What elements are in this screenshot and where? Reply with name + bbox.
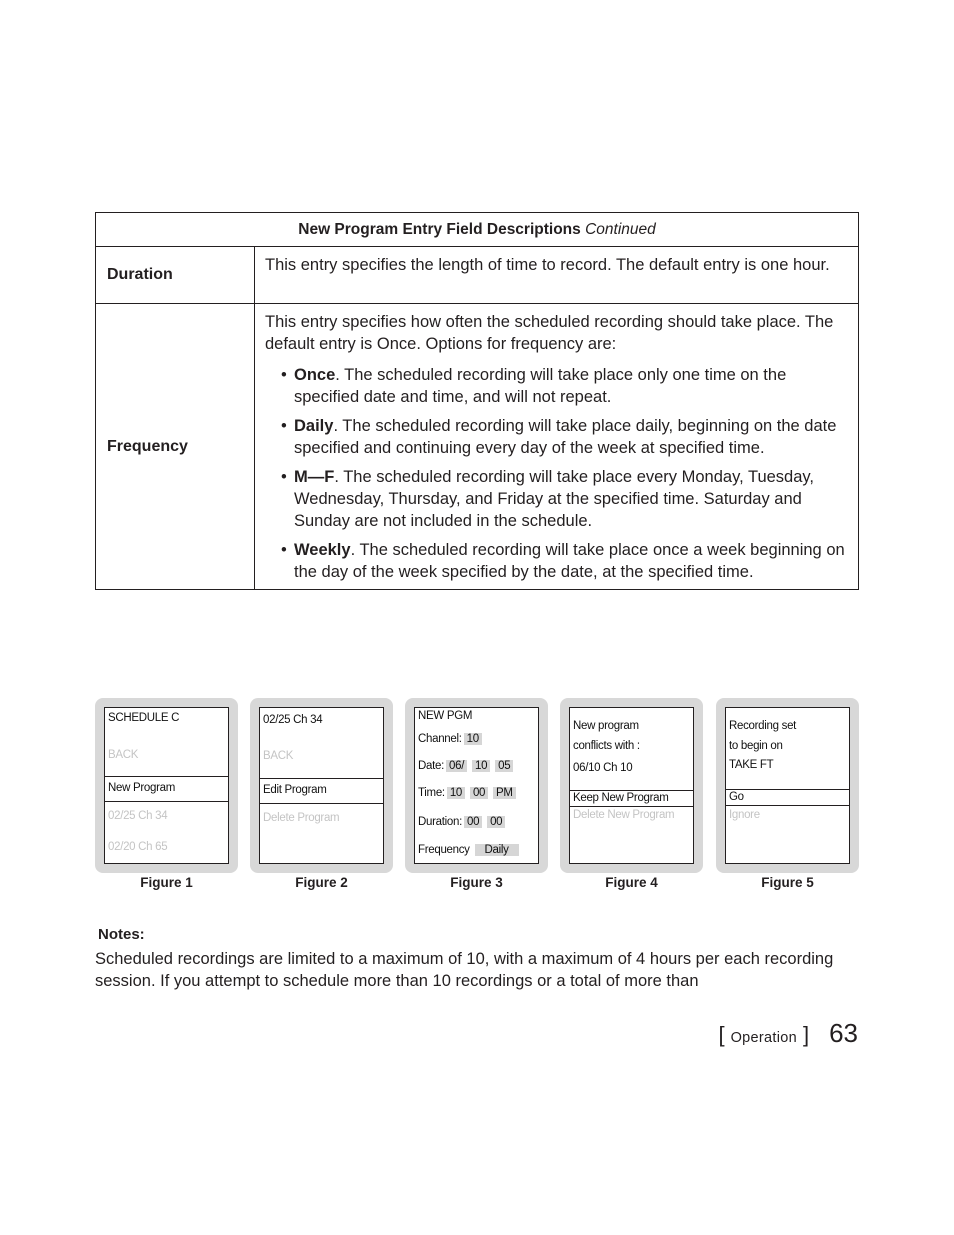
screen-title: SCHEDULE C bbox=[108, 712, 180, 724]
device-frame bbox=[560, 698, 703, 873]
footer-section-name: Operation bbox=[730, 1030, 797, 1046]
desc-weekly: . The scheduled recording will take place once a week beginning on the day of the week specified by the date, at the specified time. bbox=[294, 541, 845, 581]
list-item-once: • Once. The scheduled recording will take place only one time on the specified date and time, and will not repeat. bbox=[281, 366, 787, 406]
duration-minute-field[interactable]: 00 bbox=[487, 816, 505, 828]
menu-item-ignore[interactable]: Ignore bbox=[729, 809, 760, 821]
figure-3 bbox=[405, 698, 548, 890]
term-mf: M—F bbox=[294, 468, 335, 486]
channel-field[interactable]: 10 bbox=[464, 733, 482, 745]
frequency-field[interactable]: Daily bbox=[475, 844, 519, 856]
desc-once: . The scheduled recording will take place only one time on the specified date and time, and will not repeat. bbox=[294, 366, 787, 406]
footer-bracket-close: ] bbox=[802, 1022, 810, 1047]
page-number: 63 bbox=[829, 1018, 858, 1048]
term-once: Once bbox=[294, 366, 336, 384]
figure-4 bbox=[560, 698, 703, 890]
figure-caption: Figure 3 bbox=[450, 875, 503, 890]
duration-hour-field[interactable]: 00 bbox=[464, 816, 482, 828]
figure-caption: Figure 5 bbox=[761, 875, 814, 890]
device-frame bbox=[95, 698, 238, 873]
frequency-intro: This entry specifies how often the scheduled recording should take place. The default entry is Once. Options for frequency are: bbox=[265, 313, 834, 353]
term-daily: Daily bbox=[294, 417, 334, 435]
menu-item-back[interactable]: BACK bbox=[108, 749, 139, 761]
desc-mf: . The scheduled recording will take place every Monday, Tuesday, Wednesday, Thursday, and Friday at the specified time. Saturday and Sunday are not included in the schedule. bbox=[294, 468, 815, 530]
date-day-field[interactable]: 10 bbox=[472, 760, 490, 772]
term-weekly: Weekly bbox=[294, 541, 351, 559]
desc-daily: . The scheduled recording will take place daily, beginning on the date specified and continuing every day of the week at specified time. bbox=[294, 417, 837, 457]
menu-item-selected[interactable] bbox=[726, 789, 849, 806]
device-screen bbox=[569, 707, 694, 864]
channel-label: Channel: bbox=[418, 733, 462, 745]
menu-item-back[interactable]: BACK bbox=[263, 750, 294, 762]
list-item-weekly: • Weekly. The scheduled recording will take place once a week beginning on the day of the week specified by the date, at the specified time. bbox=[281, 541, 845, 581]
screen-title: NEW PGM bbox=[418, 710, 473, 722]
figure-caption: Figure 2 bbox=[295, 875, 348, 890]
list-item-daily: • Daily. The scheduled recording will take place daily, beginning on the date specified and continuing every day of the week at specified time. bbox=[281, 417, 837, 457]
menu-item-selected[interactable] bbox=[105, 776, 228, 802]
time-label: Time: bbox=[418, 787, 445, 799]
device-frame bbox=[716, 698, 859, 873]
alert-line-2: to begin on bbox=[729, 740, 783, 752]
menu-item-selected[interactable] bbox=[570, 790, 693, 807]
menu-item-new-program: New Program bbox=[108, 782, 175, 794]
screen-title: 02/25 Ch 34 bbox=[263, 714, 323, 726]
conflict-line-3: 06/10 Ch 10 bbox=[573, 762, 633, 774]
frequency-row bbox=[418, 844, 519, 856]
figure-1 bbox=[95, 698, 238, 890]
duration-row bbox=[418, 816, 505, 828]
figure-caption: Figure 1 bbox=[140, 875, 193, 890]
date-month-field[interactable]: 06/ bbox=[446, 760, 467, 772]
menu-item-recording-1[interactable]: 02/25 Ch 34 bbox=[108, 810, 168, 822]
conflict-line-2: conflicts with : bbox=[573, 740, 640, 752]
duration-label: Duration: bbox=[418, 816, 462, 828]
device-screen bbox=[725, 707, 850, 864]
device-screen bbox=[259, 707, 384, 864]
menu-item-keep-new-program: Keep New Program bbox=[573, 792, 669, 804]
page-footer bbox=[718, 1018, 858, 1049]
row-label-duration: Duration bbox=[96, 247, 255, 303]
time-row bbox=[418, 787, 516, 799]
menu-item-go: Go bbox=[729, 791, 744, 803]
time-hour-field[interactable]: 10 bbox=[447, 787, 465, 799]
date-year-field[interactable]: 05 bbox=[495, 760, 513, 772]
figure-5 bbox=[716, 698, 859, 890]
device-frame bbox=[405, 698, 548, 873]
conflict-line-1: New program bbox=[573, 720, 639, 732]
figure-2 bbox=[250, 698, 393, 890]
table-row-duration bbox=[96, 247, 858, 304]
figure-caption: Figure 4 bbox=[605, 875, 658, 890]
alert-line-3: TAKE FT bbox=[729, 759, 774, 771]
notes-heading: Notes: bbox=[98, 926, 145, 943]
menu-item-delete-new-program[interactable]: Delete New Program bbox=[573, 809, 675, 821]
duration-text: This entry specifies the length of time to record. The default entry is one hour. bbox=[265, 256, 830, 274]
table-title bbox=[96, 213, 858, 247]
menu-item-edit-program: Edit Program bbox=[263, 784, 327, 796]
row-desc-duration bbox=[255, 247, 858, 303]
field-description-table bbox=[95, 212, 859, 590]
menu-item-recording-2[interactable]: 02/20 Ch 65 bbox=[108, 841, 168, 853]
time-ampm-field[interactable]: PM bbox=[493, 787, 516, 799]
frequency-label: Frequency bbox=[418, 844, 470, 856]
date-label: Date: bbox=[418, 760, 444, 772]
menu-item-selected[interactable] bbox=[260, 778, 383, 804]
date-row bbox=[418, 760, 513, 772]
table-title-continued: Continued bbox=[585, 221, 656, 238]
frequency-options-list bbox=[265, 364, 848, 583]
menu-item-delete-program[interactable]: Delete Program bbox=[263, 812, 340, 824]
list-item-mf: • M—F. The scheduled recording will take place every Monday, Tuesday, Wednesday, Thursday, and Friday at the specified time. Saturday and Sunday are not included in the schedule. bbox=[281, 468, 815, 530]
time-minute-field[interactable]: 00 bbox=[470, 787, 488, 799]
channel-row bbox=[418, 733, 482, 745]
table-title-text: New Program Entry Field Descriptions bbox=[298, 221, 581, 238]
device-screen bbox=[414, 707, 539, 864]
alert-line-1: Recording set bbox=[729, 720, 797, 732]
row-label-frequency: Frequency bbox=[96, 304, 255, 589]
table-row-frequency bbox=[96, 304, 858, 589]
footer-bracket-open: [ bbox=[718, 1022, 725, 1047]
device-frame bbox=[250, 698, 393, 873]
notes-text: Scheduled recordings are limited to a maximum of 10, with a maximum of 4 hours per each recording session. If you attempt to schedule more than 10 recordings or a total of more than bbox=[95, 950, 834, 990]
row-desc-frequency bbox=[255, 304, 858, 589]
device-screen bbox=[104, 707, 229, 864]
